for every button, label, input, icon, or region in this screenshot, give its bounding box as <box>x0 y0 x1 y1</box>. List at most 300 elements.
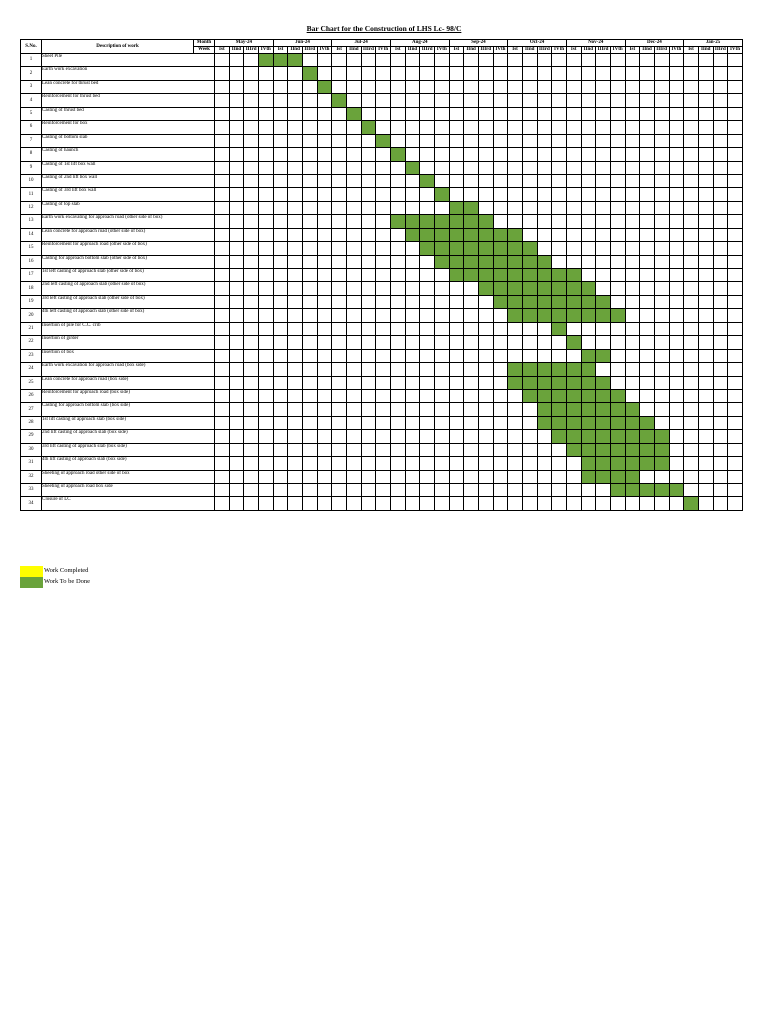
gantt-empty-cell <box>464 148 479 161</box>
gantt-bar-cell <box>552 282 567 295</box>
gantt-empty-cell <box>493 363 508 376</box>
gantt-empty-cell <box>258 161 273 174</box>
gantt-empty-cell <box>405 148 420 161</box>
week-header: IIIrd <box>421 47 433 52</box>
gantt-empty-cell <box>654 403 669 416</box>
gantt-empty-cell <box>332 215 347 228</box>
gantt-empty-cell <box>405 403 420 416</box>
gantt-empty-cell <box>449 389 464 402</box>
gantt-empty-cell <box>493 309 508 322</box>
gantt-bar-cell <box>610 416 625 429</box>
gantt-empty-cell <box>258 228 273 241</box>
gantt-empty-cell <box>464 54 479 67</box>
table-row <box>21 121 743 134</box>
gantt-empty-cell <box>273 295 288 308</box>
row-description: 2nd lift casting of approach slab (box side) <box>42 430 215 443</box>
gantt-empty-cell <box>728 309 743 322</box>
gantt-empty-cell <box>346 134 361 147</box>
gantt-empty-cell <box>669 188 684 201</box>
table-row <box>21 201 743 214</box>
gantt-empty-cell <box>493 174 508 187</box>
gantt-empty-cell <box>361 94 376 107</box>
table-row <box>21 215 743 228</box>
gantt-empty-cell <box>258 148 273 161</box>
gantt-empty-cell <box>698 430 713 443</box>
gantt-empty-cell <box>376 107 391 120</box>
gantt-empty-cell <box>596 201 611 214</box>
gantt-empty-cell <box>610 67 625 80</box>
gantt-empty-cell <box>566 215 581 228</box>
gantt-empty-cell <box>581 67 596 80</box>
month-header: Jan-25 <box>684 40 743 47</box>
gantt-empty-cell <box>640 215 655 228</box>
gantt-bar-cell <box>537 309 552 322</box>
row-description: Casting of 1st lift box wall <box>42 161 215 174</box>
gantt-empty-cell <box>361 161 376 174</box>
table-row <box>21 443 743 456</box>
gantt-empty-cell <box>361 484 376 497</box>
gantt-empty-cell <box>449 174 464 187</box>
week-header: Ist <box>215 47 230 54</box>
gantt-empty-cell <box>537 430 552 443</box>
gantt-bar-cell <box>273 54 288 67</box>
gantt-empty-cell <box>522 134 537 147</box>
gantt-empty-cell <box>420 363 435 376</box>
gantt-empty-cell <box>215 215 230 228</box>
gantt-empty-cell <box>215 443 230 456</box>
week-header: IVth <box>376 47 391 54</box>
gantt-empty-cell <box>464 80 479 93</box>
gantt-empty-cell <box>464 174 479 187</box>
gantt-empty-cell <box>215 497 230 510</box>
gantt-empty-cell <box>625 67 640 80</box>
gantt-empty-cell <box>610 322 625 335</box>
gantt-empty-cell <box>654 497 669 510</box>
gantt-empty-cell <box>537 470 552 483</box>
gantt-empty-cell <box>215 54 230 67</box>
gantt-empty-cell <box>493 94 508 107</box>
gantt-bar-cell <box>654 484 669 497</box>
gantt-empty-cell <box>346 67 361 80</box>
gantt-empty-cell <box>610 121 625 134</box>
table-row <box>21 228 743 241</box>
gantt-empty-cell <box>302 457 317 470</box>
gantt-empty-cell <box>361 215 376 228</box>
gantt-empty-cell <box>625 161 640 174</box>
gantt-empty-cell <box>522 497 537 510</box>
gantt-empty-cell <box>244 470 259 483</box>
gantt-empty-cell <box>669 121 684 134</box>
gantt-empty-cell <box>493 148 508 161</box>
table-row <box>21 497 743 510</box>
gantt-empty-cell <box>361 255 376 268</box>
row-description: Sheeting of approach road box side <box>42 484 215 497</box>
gantt-bar-cell <box>449 255 464 268</box>
gantt-empty-cell <box>464 322 479 335</box>
gantt-empty-cell <box>684 416 699 429</box>
gantt-empty-cell <box>698 174 713 187</box>
gantt-empty-cell <box>478 295 493 308</box>
row-sno: 23 <box>21 349 42 362</box>
gantt-empty-cell <box>332 349 347 362</box>
week-header: IIIrd <box>656 47 668 52</box>
gantt-empty-cell <box>288 282 303 295</box>
table-row <box>21 67 743 80</box>
gantt-bar-cell <box>596 403 611 416</box>
gantt-bar-cell <box>596 430 611 443</box>
gantt-empty-cell <box>346 148 361 161</box>
gantt-empty-cell <box>302 201 317 214</box>
gantt-empty-cell <box>420 255 435 268</box>
gantt-empty-cell <box>376 269 391 282</box>
gantt-empty-cell <box>288 457 303 470</box>
gantt-bar-cell <box>464 201 479 214</box>
gantt-empty-cell <box>625 228 640 241</box>
gantt-empty-cell <box>713 121 728 134</box>
row-sno: 7 <box>21 134 42 147</box>
gantt-empty-cell <box>478 430 493 443</box>
gantt-empty-cell <box>390 161 405 174</box>
gantt-empty-cell <box>317 148 332 161</box>
gantt-empty-cell <box>405 134 420 147</box>
gantt-empty-cell <box>713 269 728 282</box>
gantt-empty-cell <box>376 470 391 483</box>
gantt-empty-cell <box>346 389 361 402</box>
gantt-empty-cell <box>288 255 303 268</box>
gantt-empty-cell <box>478 376 493 389</box>
gantt-empty-cell <box>390 134 405 147</box>
gantt-bar-cell <box>508 228 523 241</box>
week-header: IInd <box>229 47 244 54</box>
gantt-empty-cell <box>728 336 743 349</box>
gantt-empty-cell <box>405 54 420 67</box>
row-description: Closure of LC <box>42 497 215 510</box>
gantt-bar-cell <box>390 148 405 161</box>
gantt-empty-cell <box>698 336 713 349</box>
gantt-empty-cell <box>508 67 523 80</box>
gantt-empty-cell <box>434 497 449 510</box>
gantt-bar-cell <box>464 255 479 268</box>
week-header: Ist <box>508 47 523 54</box>
row-description: Casting of 2nd lift box wall <box>42 174 215 187</box>
row-sno: 17 <box>21 269 42 282</box>
gantt-bar-cell <box>581 443 596 456</box>
gantt-bar-cell <box>434 228 449 241</box>
gantt-empty-cell <box>361 336 376 349</box>
gantt-empty-cell <box>273 282 288 295</box>
gantt-empty-cell <box>493 161 508 174</box>
gantt-empty-cell <box>390 121 405 134</box>
gantt-bar-cell <box>610 470 625 483</box>
gantt-empty-cell <box>478 161 493 174</box>
gantt-empty-cell <box>361 497 376 510</box>
week-header: IInd <box>346 47 361 54</box>
gantt-empty-cell <box>273 416 288 429</box>
gantt-empty-cell <box>684 309 699 322</box>
gantt-empty-cell <box>596 269 611 282</box>
gantt-empty-cell <box>698 363 713 376</box>
gantt-empty-cell <box>258 215 273 228</box>
gantt-empty-cell <box>640 228 655 241</box>
gantt-empty-cell <box>434 282 449 295</box>
gantt-empty-cell <box>434 349 449 362</box>
gantt-empty-cell <box>376 376 391 389</box>
gantt-empty-cell <box>508 215 523 228</box>
gantt-empty-cell <box>332 121 347 134</box>
gantt-bar-cell <box>420 174 435 187</box>
gantt-empty-cell <box>434 148 449 161</box>
gantt-empty-cell <box>244 215 259 228</box>
gantt-empty-cell <box>361 188 376 201</box>
gantt-bar-cell <box>581 295 596 308</box>
gantt-empty-cell <box>596 363 611 376</box>
gantt-bar-cell <box>566 403 581 416</box>
gantt-empty-cell <box>581 255 596 268</box>
gantt-empty-cell <box>449 497 464 510</box>
gantt-empty-cell <box>229 80 244 93</box>
gantt-empty-cell <box>405 430 420 443</box>
chart-title: Bar Chart for the Construction of LHS Lc- 98/C <box>306 24 462 33</box>
gantt-empty-cell <box>464 107 479 120</box>
gantt-empty-cell <box>508 389 523 402</box>
gantt-empty-cell <box>405 201 420 214</box>
gantt-empty-cell <box>361 443 376 456</box>
gantt-empty-cell <box>684 376 699 389</box>
gantt-empty-cell <box>449 121 464 134</box>
table-row <box>21 457 743 470</box>
row-sno: 28 <box>21 416 42 429</box>
gantt-empty-cell <box>317 295 332 308</box>
gantt-empty-cell <box>420 322 435 335</box>
week-header: IVth <box>493 47 508 54</box>
gantt-empty-cell <box>420 201 435 214</box>
gantt-empty-cell <box>273 228 288 241</box>
gantt-empty-cell <box>625 336 640 349</box>
gantt-empty-cell <box>610 174 625 187</box>
gantt-empty-cell <box>332 242 347 255</box>
gantt-empty-cell <box>215 457 230 470</box>
gantt-empty-cell <box>302 497 317 510</box>
gantt-empty-cell <box>728 201 743 214</box>
gantt-empty-cell <box>713 148 728 161</box>
month-header: Oct-24 <box>508 40 567 47</box>
gantt-empty-cell <box>258 94 273 107</box>
gantt-empty-cell <box>684 174 699 187</box>
week-header: Ist <box>449 47 464 54</box>
gantt-empty-cell <box>273 363 288 376</box>
gantt-empty-cell <box>625 54 640 67</box>
gantt-empty-cell <box>302 255 317 268</box>
gantt-empty-cell <box>215 94 230 107</box>
gantt-bar-cell <box>508 282 523 295</box>
gantt-empty-cell <box>258 376 273 389</box>
gantt-empty-cell <box>537 94 552 107</box>
gantt-empty-cell <box>493 322 508 335</box>
gantt-empty-cell <box>493 121 508 134</box>
gantt-empty-cell <box>317 457 332 470</box>
gantt-empty-cell <box>654 107 669 120</box>
gantt-empty-cell <box>640 174 655 187</box>
gantt-empty-cell <box>508 416 523 429</box>
gantt-empty-cell <box>493 430 508 443</box>
gantt-empty-cell <box>273 67 288 80</box>
gantt-empty-cell <box>346 322 361 335</box>
gantt-empty-cell <box>302 134 317 147</box>
gantt-empty-cell <box>610 215 625 228</box>
gantt-empty-cell <box>317 228 332 241</box>
gantt-empty-cell <box>449 443 464 456</box>
gantt-empty-cell <box>390 457 405 470</box>
row-description: Casting of top slab <box>42 201 215 214</box>
gantt-empty-cell <box>728 376 743 389</box>
gantt-empty-cell <box>728 322 743 335</box>
gantt-empty-cell <box>698 215 713 228</box>
gantt-empty-cell <box>302 322 317 335</box>
gantt-empty-cell <box>332 201 347 214</box>
gantt-empty-cell <box>258 282 273 295</box>
gantt-empty-cell <box>478 470 493 483</box>
gantt-empty-cell <box>640 148 655 161</box>
table-row <box>21 416 743 429</box>
gantt-bar-cell <box>508 295 523 308</box>
gantt-empty-cell <box>390 228 405 241</box>
gantt-empty-cell <box>522 336 537 349</box>
gantt-bar-cell <box>537 282 552 295</box>
gantt-empty-cell <box>640 67 655 80</box>
gantt-empty-cell <box>273 497 288 510</box>
gantt-empty-cell <box>361 148 376 161</box>
gantt-bar-cell <box>596 295 611 308</box>
gantt-empty-cell <box>390 188 405 201</box>
gantt-empty-cell <box>317 363 332 376</box>
gantt-empty-cell <box>332 309 347 322</box>
gantt-empty-cell <box>552 188 567 201</box>
row-description: Earth work excavation for approach road (box side) <box>42 363 215 376</box>
gantt-empty-cell <box>684 282 699 295</box>
gantt-empty-cell <box>625 107 640 120</box>
gantt-empty-cell <box>669 228 684 241</box>
gantt-empty-cell <box>713 67 728 80</box>
gantt-bar-cell <box>464 215 479 228</box>
gantt-empty-cell <box>698 416 713 429</box>
gantt-empty-cell <box>581 174 596 187</box>
gantt-empty-cell <box>258 457 273 470</box>
row-description: Casting of bottom slab <box>42 134 215 147</box>
gantt-empty-cell <box>493 403 508 416</box>
gantt-empty-cell <box>537 349 552 362</box>
gantt-empty-cell <box>434 363 449 376</box>
gantt-empty-cell <box>229 121 244 134</box>
gantt-empty-cell <box>258 188 273 201</box>
gantt-empty-cell <box>288 201 303 214</box>
week-header: IVth <box>317 47 332 54</box>
gantt-empty-cell <box>625 389 640 402</box>
gantt-empty-cell <box>434 161 449 174</box>
gantt-empty-cell <box>728 484 743 497</box>
gantt-empty-cell <box>728 363 743 376</box>
gantt-empty-cell <box>698 134 713 147</box>
gantt-empty-cell <box>215 282 230 295</box>
gantt-empty-cell <box>478 457 493 470</box>
gantt-empty-cell <box>332 255 347 268</box>
gantt-empty-cell <box>390 80 405 93</box>
month-header: Nov-24 <box>566 40 625 47</box>
gantt-empty-cell <box>361 322 376 335</box>
gantt-bar-cell <box>332 94 347 107</box>
gantt-empty-cell <box>552 228 567 241</box>
gantt-bar-cell <box>566 295 581 308</box>
header-sno: S.No. <box>21 40 42 54</box>
gantt-empty-cell <box>302 242 317 255</box>
gantt-empty-cell <box>669 363 684 376</box>
gantt-empty-cell <box>566 228 581 241</box>
gantt-empty-cell <box>493 457 508 470</box>
gantt-empty-cell <box>258 134 273 147</box>
gantt-empty-cell <box>581 336 596 349</box>
row-description: 3rd left casting of approach slab (other side of box) <box>42 295 215 308</box>
gantt-empty-cell <box>229 484 244 497</box>
gantt-empty-cell <box>581 242 596 255</box>
gantt-bar-cell <box>464 269 479 282</box>
gantt-empty-cell <box>229 107 244 120</box>
gantt-empty-cell <box>376 54 391 67</box>
gantt-empty-cell <box>273 161 288 174</box>
gantt-empty-cell <box>478 67 493 80</box>
gantt-empty-cell <box>654 201 669 214</box>
gantt-empty-cell <box>288 228 303 241</box>
gantt-bar-cell <box>493 269 508 282</box>
gantt-bar-cell <box>449 242 464 255</box>
gantt-empty-cell <box>493 470 508 483</box>
gantt-empty-cell <box>361 67 376 80</box>
gantt-empty-cell <box>625 201 640 214</box>
gantt-bar-cell <box>478 282 493 295</box>
gantt-empty-cell <box>317 349 332 362</box>
gantt-bar-cell <box>478 242 493 255</box>
gantt-empty-cell <box>434 322 449 335</box>
gantt-empty-cell <box>596 282 611 295</box>
gantt-bar-cell <box>434 255 449 268</box>
gantt-empty-cell <box>566 470 581 483</box>
gantt-empty-cell <box>332 107 347 120</box>
gantt-empty-cell <box>728 188 743 201</box>
gantt-empty-cell <box>522 430 537 443</box>
gantt-empty-cell <box>493 80 508 93</box>
gantt-empty-cell <box>449 322 464 335</box>
gantt-empty-cell <box>390 174 405 187</box>
gantt-empty-cell <box>552 174 567 187</box>
gantt-bar-cell <box>478 255 493 268</box>
gantt-empty-cell <box>698 255 713 268</box>
gantt-empty-cell <box>376 201 391 214</box>
gantt-empty-cell <box>610 54 625 67</box>
gantt-empty-cell <box>273 201 288 214</box>
gantt-empty-cell <box>669 470 684 483</box>
gantt-empty-cell <box>332 484 347 497</box>
gantt-empty-cell <box>215 134 230 147</box>
gantt-empty-cell <box>625 80 640 93</box>
gantt-empty-cell <box>713 174 728 187</box>
gantt-bar-cell <box>581 416 596 429</box>
gantt-empty-cell <box>346 336 361 349</box>
gantt-empty-cell <box>449 94 464 107</box>
gantt-empty-cell <box>625 215 640 228</box>
gantt-empty-cell <box>537 215 552 228</box>
gantt-empty-cell <box>361 54 376 67</box>
gantt-bar-cell <box>537 295 552 308</box>
gantt-empty-cell <box>215 67 230 80</box>
gantt-empty-cell <box>508 80 523 93</box>
